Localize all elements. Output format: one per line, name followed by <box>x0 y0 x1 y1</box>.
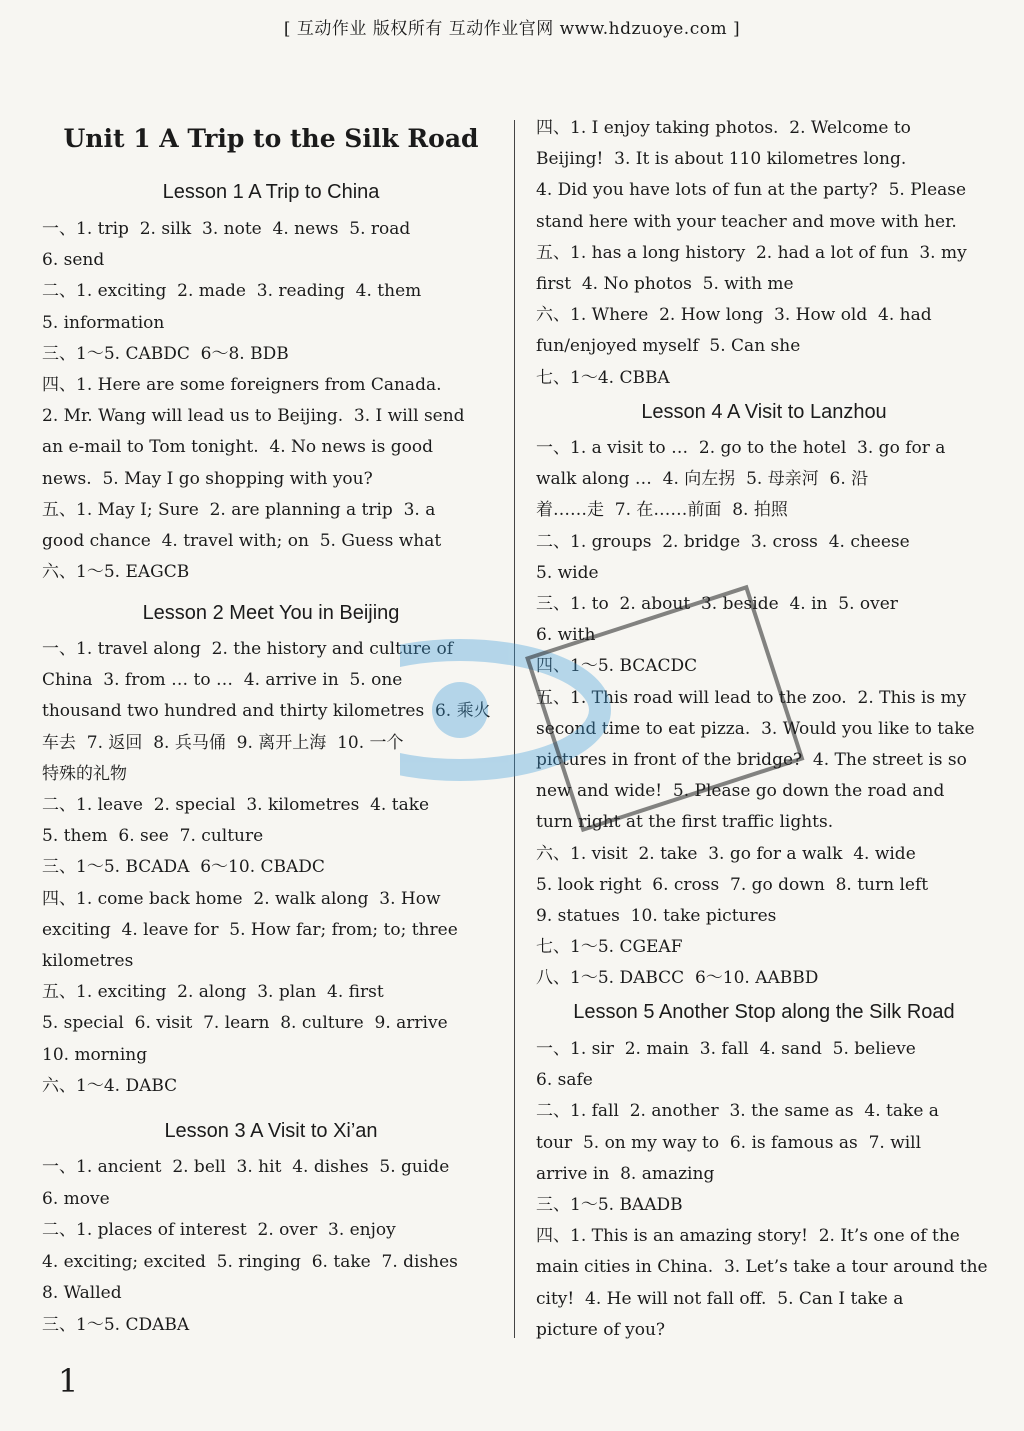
lesson-1-answer-line: good chance 4. travel with; on 5. Guess what <box>42 531 442 551</box>
lesson-1-answer-line: 5. information <box>42 312 165 333</box>
lesson-2-answer-line: 特殊的礼物 <box>42 763 127 784</box>
lesson-3-cont-answer-line: 4. Did you have lots of fun at the party? 5. Please <box>536 180 967 201</box>
lesson-2-answer-line: 二、1. leave 2. special 3. kilometres 4. take <box>42 795 430 815</box>
lesson-3-answer-line: 4. exciting; excited 5. ringing 6. take 7. dishes <box>42 1251 458 1272</box>
lesson-5-answer-line: main cities in China. 3. Let’s take a tour around the <box>536 1257 988 1278</box>
lesson-4-answer-line: 三、1. to 2. about 3. beside 4. in 5. over <box>536 594 898 614</box>
lesson-2-answer-line: 5. them 6. see 7. culture <box>42 826 264 847</box>
lesson-4-answer-line: 9. statues 10. take pictures <box>536 906 777 926</box>
lesson-2-answer-line: 六、1～4. DABC <box>42 1075 178 1096</box>
lesson-2-answer-line: exciting 4. leave for 5. How far; from; to; three <box>42 919 458 940</box>
lesson-4-answer-line: walk along … 4. 向左拐 5. 母亲河 6. 沿 <box>536 469 869 490</box>
lesson-2-answer-line: thousand two hundred and thirty kilometres 6. 乘火 <box>42 701 491 722</box>
lesson-4-answer-line: second time to eat pizza. 3. Would you like to take <box>536 718 975 739</box>
lesson-2-title: Lesson 2 Meet You in Beijing <box>142 602 400 624</box>
lesson-4-answer-line: new and wide! 5. Please go down the road and <box>536 781 945 802</box>
lesson-1-answer-line: an e-mail to Tom tonight. 4. No news is good <box>42 437 434 458</box>
lesson-2-answer-line: 10. morning <box>42 1044 148 1065</box>
lesson-4-answer-line: 5. wide <box>536 562 599 583</box>
lesson-4-answer-line: 6. with <box>536 625 596 646</box>
lesson-1-answer-line: 五、1. May I; Sure 2. are planning a trip 3. a <box>42 499 436 520</box>
lesson-1-answer-line: 二、1. exciting 2. made 3. reading 4. them <box>42 281 422 302</box>
lesson-2-answer-line: China 3. from … to … 4. arrive in 5. one <box>42 670 403 691</box>
lesson-2-answer-line: kilometres <box>42 951 134 971</box>
lesson-4-answer-line: 5. look right 6. cross 7. go down 8. turn left <box>536 874 929 895</box>
lesson-3-cont-answer-line: 四、1. I enjoy taking photos. 2. Welcome to <box>536 118 911 138</box>
lesson-2-answer-line: 一、1. travel along 2. the history and culture of <box>42 639 454 659</box>
column-divider <box>514 120 515 1338</box>
lesson-3-answer-line: 一、1. ancient 2. bell 3. hit 4. dishes 5. guide <box>42 1157 450 1177</box>
lesson-4-title: Lesson 4 A Visit to Lanzhou <box>641 401 887 423</box>
lesson-3-cont-answer-line: Beijing! 3. It is about 110 kilometres long. <box>536 149 907 170</box>
lesson-1-answer-line: 三、1～5. CABDC 6～8. BDB <box>42 343 289 364</box>
lesson-2-answer-line: 车去 7. 返回 8. 兵马俑 9. 离开上海 10. 一个 <box>42 732 404 753</box>
lesson-2-answer-line: 五、1. exciting 2. along 3. plan 4. first <box>42 982 384 1003</box>
lesson-4-answer-line: 六、1. visit 2. take 3. go for a walk 4. wide <box>536 843 916 864</box>
lesson-4-answer-line: 七、1～5. CGEAF <box>536 937 683 958</box>
lesson-3-cont-answer-line: 五、1. has a long history 2. had a lot of fun 3. my <box>536 242 967 263</box>
lesson-5-title: Lesson 5 Another Stop along the Silk Road <box>573 1001 955 1023</box>
lesson-2-answer-line: 5. special 6. visit 7. learn 8. culture 9. arrive <box>42 1013 448 1034</box>
lesson-4-answer-line: turn right at the first traffic lights. <box>536 812 834 833</box>
lesson-5-answer-line: 四、1. This is an amazing story! 2. It’s one of the <box>536 1226 960 1247</box>
lesson-3-cont-answer-line: 六、1. Where 2. How long 3. How old 4. had <box>536 305 932 326</box>
lesson-4-answer-line: 五、1. This road will lead to the zoo. 2. This is my <box>536 687 967 708</box>
lesson-5-answer-line: 三、1～5. BAADB <box>536 1195 683 1215</box>
lesson-5-answer-line: 一、1. sir 2. main 3. fall 4. sand 5. believe <box>536 1039 916 1059</box>
page-header: [ 互动作业 版权所有 互动作业官网 www.hdzuoye.com ] <box>283 19 741 39</box>
lesson-3-answer-line: 二、1. places of interest 2. over 3. enjoy <box>42 1220 396 1240</box>
lesson-3-cont-answer-line: fun/enjoyed myself 5. Can she <box>536 336 801 357</box>
lesson-1-answer-line: 2. Mr. Wang will lead us to Beijing. 3. I will send <box>42 406 465 427</box>
lesson-3-answer-line: 8. Walled <box>42 1283 122 1303</box>
lesson-1-answer-line: 6. send <box>42 250 105 271</box>
lesson-5-answer-line: 6. safe <box>536 1070 593 1091</box>
lesson-4-answer-line: 八、1～5. DABCC 6～10. AABBD <box>536 968 819 989</box>
lesson-5-answer-line: city! 4. He will not fall off. 5. Can I take a <box>536 1288 904 1309</box>
lesson-3-cont-answer-line: first 4. No photos 5. with me <box>536 274 794 294</box>
lesson-4-answer-line: 二、1. groups 2. bridge 3. cross 4. cheese <box>536 531 910 552</box>
lesson-4-answer-line: 着……走 7. 在……前面 8. 拍照 <box>536 500 788 521</box>
lesson-1-answer-line: 六、1～5. EAGCB <box>42 562 190 583</box>
lesson-5-answer-line: picture of you? <box>536 1319 666 1340</box>
unit-title: Unit 1 A Trip to the Silk Road <box>63 124 479 153</box>
lesson-2-answer-line: 四、1. come back home 2. walk along 3. How <box>42 888 441 909</box>
lesson-3-cont-answer-line: stand here with your teacher and move with her. <box>536 211 957 232</box>
lesson-3-cont-answer-line: 七、1～4. CBBA <box>536 367 670 388</box>
lesson-1-answer-line: 四、1. Here are some foreigners from Canada. <box>42 375 442 395</box>
lesson-5-answer-line: arrive in 8. amazing <box>536 1163 715 1184</box>
page-number: 1 <box>58 1362 79 1400</box>
lesson-1-title: Lesson 1 A Trip to China <box>162 181 380 203</box>
lesson-4-answer-line: pictures in front of the bridge? 4. The street is so <box>536 750 967 770</box>
lesson-4-answer-line: 一、1. a visit to … 2. go to the hotel 3. go for a <box>536 438 946 458</box>
lesson-4-answer-line: 四、1～5. BCACDC <box>536 656 698 677</box>
lesson-3-answer-line: 三、1～5. CDABA <box>42 1314 190 1335</box>
lesson-1-answer-line: 一、1. trip 2. silk 3. note 4. news 5. road <box>42 219 411 239</box>
lesson-5-answer-line: tour 5. on my way to 6. is famous as 7. will <box>536 1132 922 1153</box>
lesson-1-answer-line: news. 5. May I go shopping with you? <box>42 468 373 489</box>
lesson-3-title: Lesson 3 A Visit to Xi’an <box>164 1120 378 1142</box>
lesson-5-answer-line: 二、1. fall 2. another 3. the same as 4. take a <box>536 1101 939 1122</box>
lesson-3-answer-line: 6. move <box>42 1188 110 1209</box>
lesson-2-answer-line: 三、1～5. BCADA 6～10. CBADC <box>42 857 325 878</box>
